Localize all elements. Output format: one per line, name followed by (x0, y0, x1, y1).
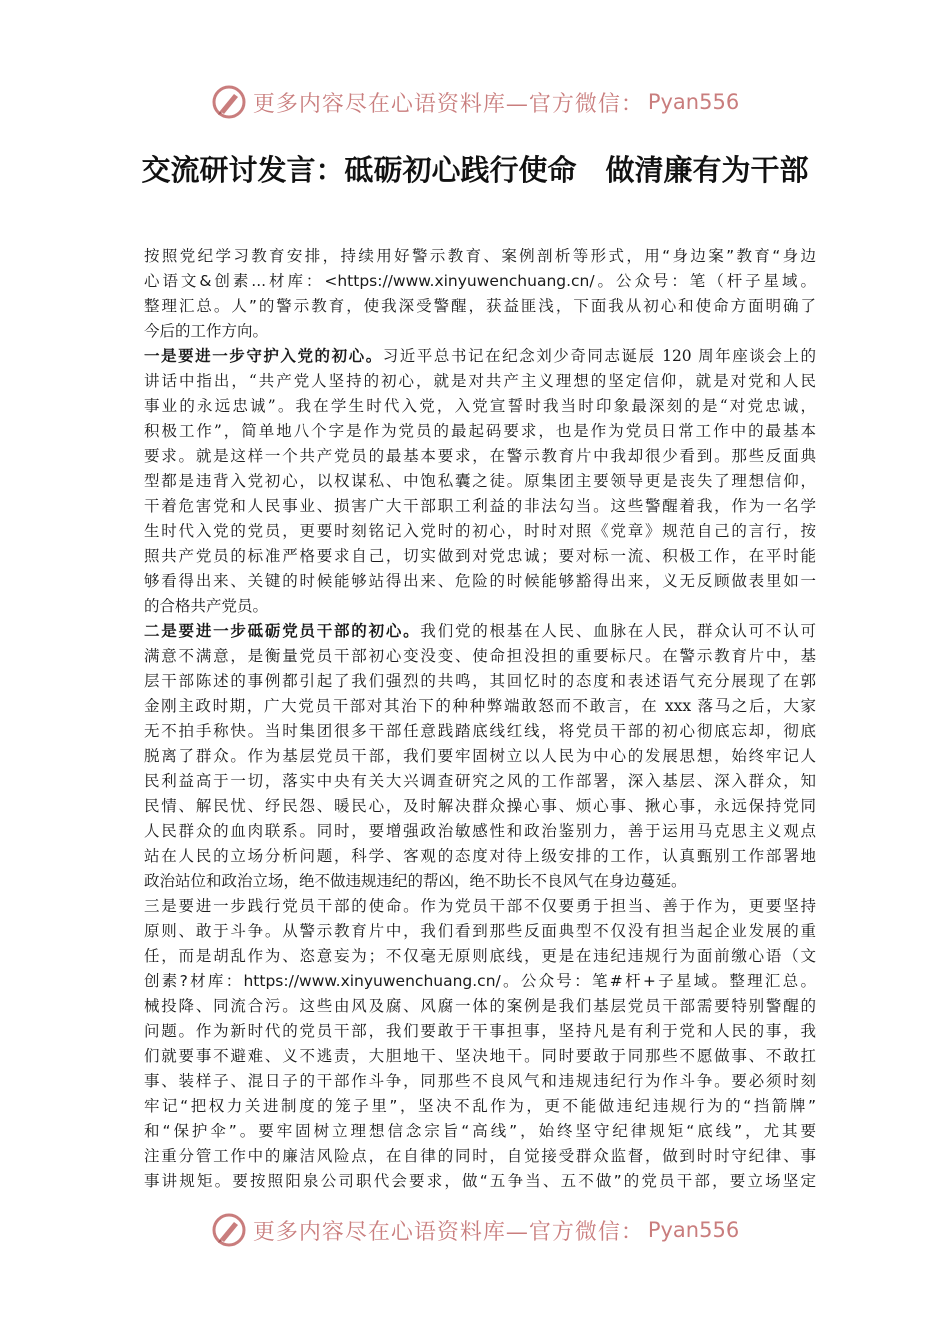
section-2-line: 金刚主政时期，广大党员干部对其治下的种种弊端敢怒而不敢言，在 xxx 落马之后，大家 (144, 697, 816, 715)
pen-logo-icon (211, 84, 247, 120)
section-1-line: 干着危害党和人民事业、损害广大干部职工利益的非法勾当。这些警醒着我，作为一名学 (144, 497, 816, 515)
section-1-line: 的合格共产党员。 (144, 597, 269, 615)
section-3-line: 和“保护伞”。要牢固树立理想信念宗旨“高线”，始终坚守纪律规矩“底线”，尤其要 (144, 1122, 816, 1140)
footer-watermark-banner (0, 1208, 950, 1252)
header-watermark-banner (0, 80, 950, 124)
section-1-line: 要求。就是这样一个共产党员的最基本要求，在警示教育片中我却很少看到。那些反面典 (144, 447, 816, 465)
section-2-line: 无不拍手称快。当时集团很多干部任意践踏底线红线，将党员干部的初心彻底忘却，彻底 (144, 722, 816, 740)
section-3-line: 械投降、同流合污。这些由风及腐、风腐一体的案例是我们基层党员干部需要特别警醒的 (144, 997, 816, 1015)
section-1-text: 习近平总书记在纪念刘少奇同志诞辰 120 周年座谈会上的 (382, 347, 816, 365)
section-1-heading: 一是要进一步守护入党的初心。 (144, 347, 383, 365)
banner-text: 更多内容尽在心语资料库—官方微信： (252, 1219, 644, 1245)
section-3-line: 任，而是胡乱作为、恣意妄为；不仅毫无原则底线，更是在违纪违规行为面前缴心语（文 (144, 947, 816, 965)
section-1-line: 事业的永远忠诚”。我在学生时代入党，入党宣誓时我当时印象最深刻的是“对党忠诚， (144, 397, 816, 415)
section-1-line: 照共产党员的标准严格要求自己，切实做到对党忠诚；要对标一流、积极工作，在平时能 (144, 547, 816, 565)
intro-line: 整理汇总。人”的警示教育，使我深受警醒，获益匪浅，下面我从初心和使命方面明确了 (144, 297, 816, 315)
section-2-line: 层干部陈述的事例都引起了我们强烈的共鸣，其回忆时的态度和表述语气充分展现了在郭 (144, 672, 816, 690)
section-2-line: 民利益高于一切，落实中央有关大兴调查研究之风的工作部署，深入基层、深入群众，知 (144, 772, 816, 790)
intro-line: 按照党纪学习教育安排，持续用好警示教育、案例剖析等形式，用“身边案”教育“身边 (144, 247, 816, 265)
section-2-line: 政治站位和政治立场，绝不做违规违纪的帮凶，绝不助长不良风气在身边蔓延。 (144, 872, 687, 890)
section-2-first-line (144, 619, 816, 644)
section-3-line: 事讲规矩。要按照阳泉公司职代会要求，做“五争当、五不做”的党员干部，要立场坚定 (144, 1172, 816, 1190)
section-3-line: 们就要事不避难、义不逃责，大胆地干、坚决地干。同时要敢于同那些不愿做事、不敢扛 (144, 1047, 816, 1065)
pen-logo-icon (211, 1212, 247, 1248)
section-3-line: 创素?材库：https://www.xinyuwenchuang.cn/。公众号：笔#杆+子星域。整理汇总。 (144, 972, 816, 990)
section-3-line: 牢记“把权力关进制度的笼子里”，坚决不乱作为，更不能做违纪违规行为的“挡箭牌” (144, 1097, 816, 1115)
section-1-first-line (144, 344, 816, 369)
section-2-line: 人民群众的血肉联系。同时，要增强政治敏感性和政治鉴别力，善于运用马克思主义观点 (144, 822, 816, 840)
section-3-line: 事、装样子、混日子的干部作斗争，同那些不良风气和违规违纪行为作斗争。要必须时刻 (144, 1072, 816, 1090)
section-3-line: 注重分管工作中的廉洁风险点，在自律的同时，自觉接受群众监督，做到时时守纪律、事 (144, 1147, 816, 1165)
section-1-line: 够看得出来、关键的时候能够站得出来、危险的时候能够豁得出来，义无反顾做表里如一 (144, 572, 816, 590)
intro-line: 今后的工作方向。 (144, 322, 269, 340)
section-3-line: 原则、敢于斗争。从警示教育片中，我们看到那些反面典型不仅没有担当起企业发展的重 (144, 922, 816, 940)
section-2-line: 脱离了群众。作为基层党员干部，我们要牢固树立以人民为中心的发展思想，始终牢记人 (144, 747, 816, 765)
document-body (144, 244, 816, 1194)
section-1-line: 积极工作”，简单地八个字是作为党员的最起码要求，也是作为党员日常工作中的最基本 (144, 422, 816, 440)
section-2-text: 我们党的根基在人民、血脉在人民，群众认可不认可 (420, 622, 816, 640)
section-2-heading: 二是要进一步砥砺党员干部的初心。 (144, 622, 421, 640)
banner-wechat-id: Pyan556 (647, 90, 740, 114)
banner-wechat-id: Pyan556 (647, 1218, 740, 1242)
section-2-line: 站在人民的立场分析问题，科学、客观的态度对待上级安排的工作，认真甄别工作部署地 (144, 847, 816, 865)
section-2-line: 满意不满意，是衡量党员干部初心变没变、使命担没担的重要标尺。在警示教育片中，基 (144, 647, 816, 665)
section-1-line: 讲话中指出，“共产党人坚持的初心，就是对共产主义理想的坚定信仰，就是对党和人民 (144, 372, 816, 390)
section-3-line: 问题。作为新时代的党员干部，我们要敢于干事担事，坚持凡是有利于党和人民的事，我 (144, 1022, 816, 1040)
section-1-line: 生时代入党的党员，更要时刻铭记入党时的初心，时时对照《党章》规范自己的言行，按 (144, 522, 816, 540)
section-1-line: 型都是违背入党初心，以权谋私、中饱私囊之徒。原集团主要领导更是丧失了理想信仰， (144, 472, 816, 490)
section-3-line: 三是要进一步践行党员干部的使命。作为党员干部不仅要勇于担当、善于作为，更要坚持 (144, 897, 816, 915)
intro-line: 心语文&创素...材库：<https://www.xinyuwenchuang.cn/。公众号：笔（杆子星域。 (144, 272, 816, 290)
document-title: 交流研讨发言：砥砺初心践行使命 做清廉有为干部 (141, 153, 809, 187)
section-2-line: 民情、解民忧、纾民怨、暖民心，及时解决群众操心事、烦心事、揪心事，永远保持党同 (144, 797, 816, 815)
banner-text: 更多内容尽在心语资料库—官方微信： (252, 91, 644, 117)
